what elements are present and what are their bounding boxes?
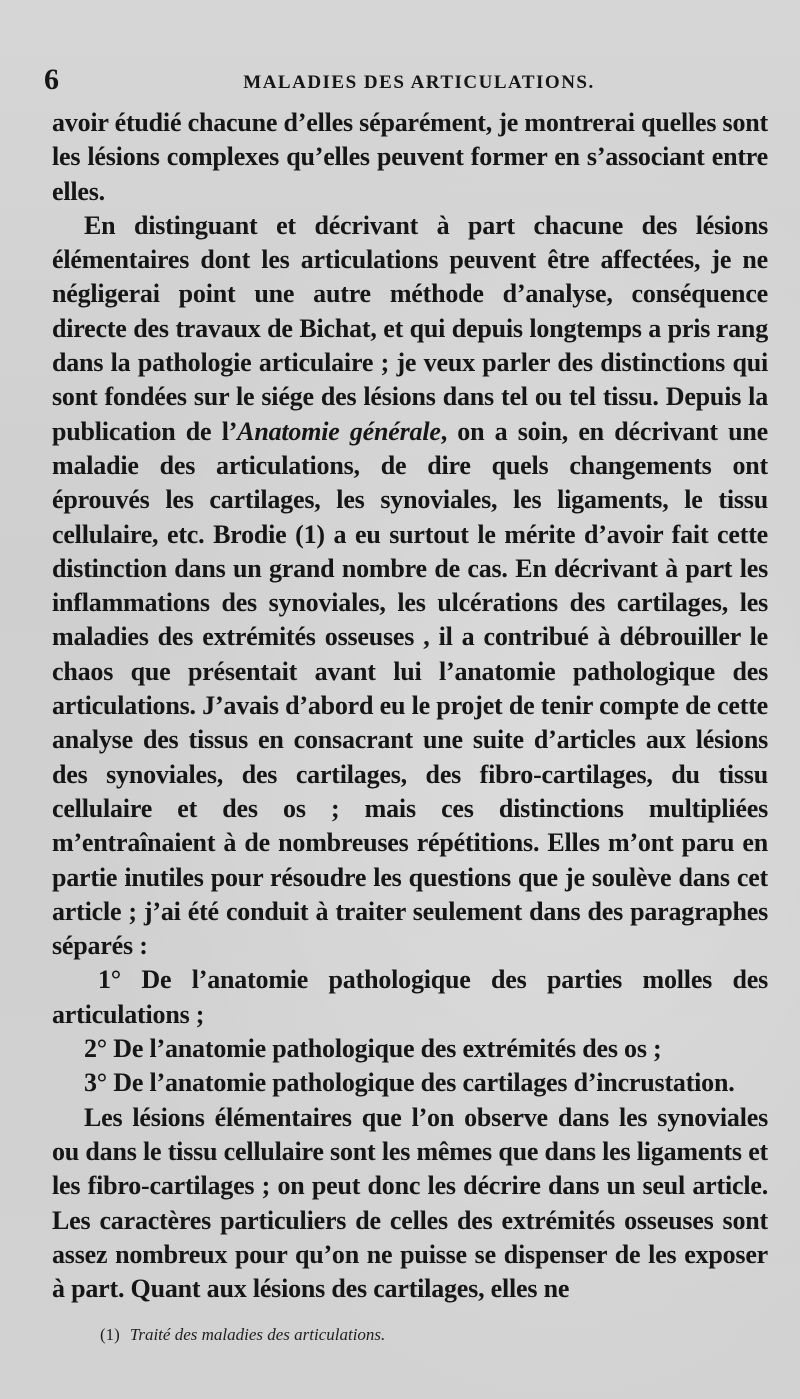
footnote-text: Traité des maladies des articulations.	[129, 1325, 386, 1344]
running-title: MALADIES DES ARTICULATIONS.	[243, 72, 595, 93]
paragraph-methods	[52, 209, 768, 964]
page-number: 6	[44, 63, 59, 96]
paragraph-continuation: avoir étudié chacune d’elles séparément, je montrerai quelles sont les lésions complexes qu’elles peuvent former en s’associant entre elles.	[52, 108, 768, 206]
paragraph-text-end: , on a soin, en décrivant une maladie des articulations, de dire quels changements ont éprouvés les cartilages, les synoviales, les ligaments, le tissu cellulaire, etc. Brodie (1) a eu surtout le mérite d’avoir fait cette distinction dans un grand nombre de cas. En décrivant à part les inflammations des synoviales, les ulcérations des cartilages, les maladies des extrémités osseuses , il a contribué à débrouiller le chaos que présentait avant lui l’anatomie pathologique des articulations. J’avais d’abord eu le projet de tenir compte de cette analyse des tissus en consacrant une suite d’articles aux lésions des synoviales, des cartilages, des fibro-cartilages, du tissu cellulaire et des os ; mais ces distinctions multipliées m’entraînaient à de nombreuses répétitions. Elles m’ont paru en partie inutiles pour résoudre les questions que je soulève dans cet article ; j’ai été conduit à traiter seulement dans des paragraphes séparés :	[52, 416, 768, 961]
page-header	[44, 62, 764, 98]
body-text	[52, 106, 768, 1306]
footnote-mark: (1)	[100, 1325, 120, 1344]
italic-book-title: Anatomie générale	[237, 416, 441, 446]
paragraph-closing: Les lésions élémentaires que l’on observe dans les synoviales ou dans le tissu cellulaire sont les mêmes que dans les ligaments et les fibro-cartilages ; on peut donc les décrire dans un seul article. Les caractères particuliers de celles des extrémités osseuses sont assez nombreux pour qu’on ne puisse se dispenser de les exposer à part. Quant aux lésions des cartilages, elles ne	[52, 1102, 768, 1304]
list-item: 3° De l’anatomie pathologique des cartilages d’incrustation.	[84, 1068, 735, 1098]
list-item: 2° De l’anatomie pathologique des extrémités des os ;	[84, 1034, 662, 1064]
footnote	[100, 1322, 385, 1348]
list-item: 1° De l’anatomie pathologique des parties molles des articulations ;	[52, 965, 768, 1029]
paragraph-text-start: En distinguant et décrivant à part chacune des lésions élémentaires dont les articulations peuvent être affectées, je ne négligerai point une autre méthode d’analyse, conséquence directe des travaux de Bichat, et qui depuis longtemps a pris rang dans la pathologie articulaire ; je veux parler des distinctions qui sont fondées sur le siége des lésions dans tel ou tel tissu. Depuis la publication de l’	[52, 210, 768, 446]
